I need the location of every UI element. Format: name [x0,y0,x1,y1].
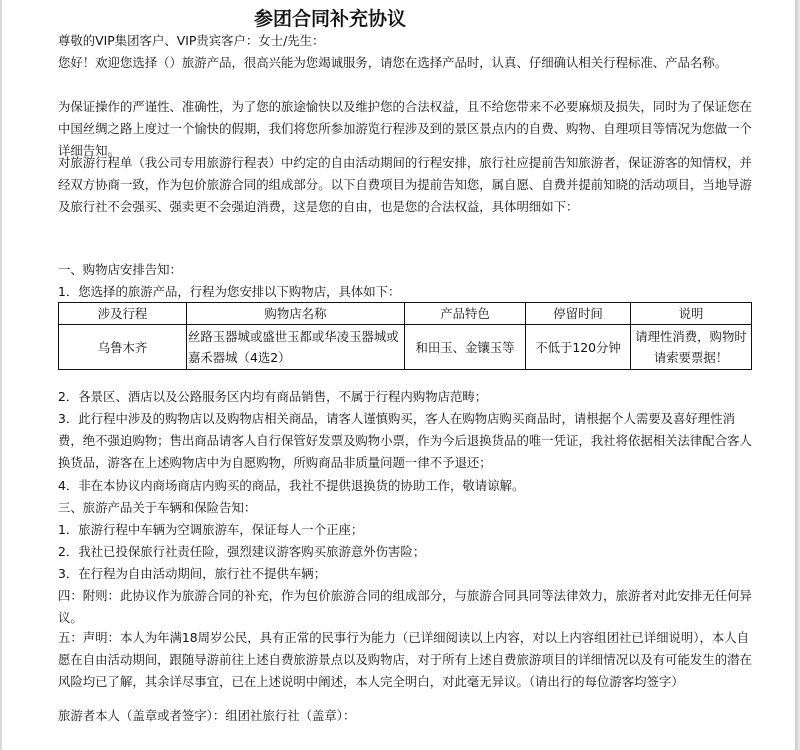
scrollbar[interactable] [795,0,800,750]
section1-item4: 4．非在本协议内商场商店内购买的商品，我社不提供退换货的协助工作，敬请谅解。 [58,478,525,493]
section5-declaration: 五：声明：本人为年满18周岁公民，具有正常的民事行为能力（已详细阅读以上内容，对以上内容组团社已详细说明），本人自愿在自由活动期间，跟随导游前往上述自费旅游景点以及购物店，对于所有上述自费旅游项目的详细情况以及有可能发生的潜在风险均已了解，其余详尽事宜，已在上述说明中阐述，本人完全明白，对此毫无异议。（请出行的每位游客均签字） [58,630,752,690]
cell-note: 请理性消费，购物时请索要票据！ [631,325,752,370]
shopping-table [58,302,752,370]
header-note: 说明 [631,303,752,325]
section3-item2: 2．我社已投保旅行社责任险，强烈建议游客购买旅游意外伤害险； [58,544,426,559]
section1-item3: 3．此行程中涉及的购物店以及购物店相关商品，请客人谨慎购买，客人在购物店购买商品时，请根据个人需要及喜好理性消费，绝不强迫购物；售出商品请客人自行保管好发票及购物小票，作为今后退换货品的唯一凭证，我社将依据相关法律配合客人换货品，游客在上述购物店中为自愿购物，所购商品非质量问题一律不予退还； [58,411,752,471]
cell-product-feature: 和田玉、金镶玉等 [405,325,526,370]
section1-heading: 一、购物店安排告知： [58,262,182,277]
document-title: 参团合同补充协议 [254,8,407,30]
section3-item3: 3．在行程为自由活动期间，旅行社不提供车辆； [58,566,327,581]
signature-line: 旅游者本人（盖章或者签字）：组团社旅行社（盖章）： [58,708,356,723]
intro-paragraph: 您好！欢迎您选择（）旅游产品，很高兴能为您竭诚服务，请您在选择产品时，认真、仔细确认相关行程标准、产品名称。 [58,55,728,70]
free-activity-paragraph: 对旅游行程单（我公司专用旅游行程表）中约定的自由活动期间的行程安排，旅行社应提前告知旅游者，保证游客的知情权，并经双方协商一致，作为包价旅游合同的组成部分。以下自费项目为提前告知您，属自愿、自费并提前知晓的活动项目，当地导游及旅行社不会强买、强卖更不会强迫消费，这是您的自由，也是您的合法权益，具体明细如下： [58,155,752,215]
greeting: 尊敬的VIP集团客户、VIP贵宾客户：女士/先生： [58,33,325,48]
table-row [59,325,752,370]
table-header-row [59,303,752,325]
section4-appendix: 四：附则：此协议作为旅游合同的补充，作为包价旅游合同的组成部分，与旅游合同具同等法律效力，旅游者对此安排无任何异议。 [58,588,752,626]
section3-item1: 1．旅游行程中车辆为空调旅游车，保证每人一个正座； [58,522,364,537]
page-left-border [0,0,2,750]
header-shop-name: 购物店名称 [187,303,405,325]
cell-itinerary: 乌鲁木齐 [59,325,187,370]
header-product-feature: 产品特色 [405,303,526,325]
header-stay-time: 停留时间 [526,303,631,325]
section1-item2: 2．各景区、酒店以及公路服务区内均有商品销售，不属于行程内购物店范畴； [58,389,488,404]
purpose-paragraph: 为保证操作的严谨性、准确性，为了您的旅途愉快以及维护您的合法权益，且不给您带来不必要麻烦及损失，同时为了保证您在中国丝绸之路上度过一个愉快的假期，我们将您所参加游览行程涉及到的景区景点内的自费、购物、自理项目等情况为您做一个详细告知。 [58,99,752,159]
section3-heading: 三、旅游产品关于车辆和保险告知： [58,500,257,515]
cell-shop-name: 丝路玉器城或盛世玉都或华凌玉器城或嘉禾器城（4选2） [187,325,405,370]
section1-item1: 1．您选择的旅游产品，行程为您安排以下购物店，具体如下： [58,284,401,299]
header-itinerary: 涉及行程 [59,303,187,325]
cell-stay-time: 不低于120分钟 [526,325,631,370]
